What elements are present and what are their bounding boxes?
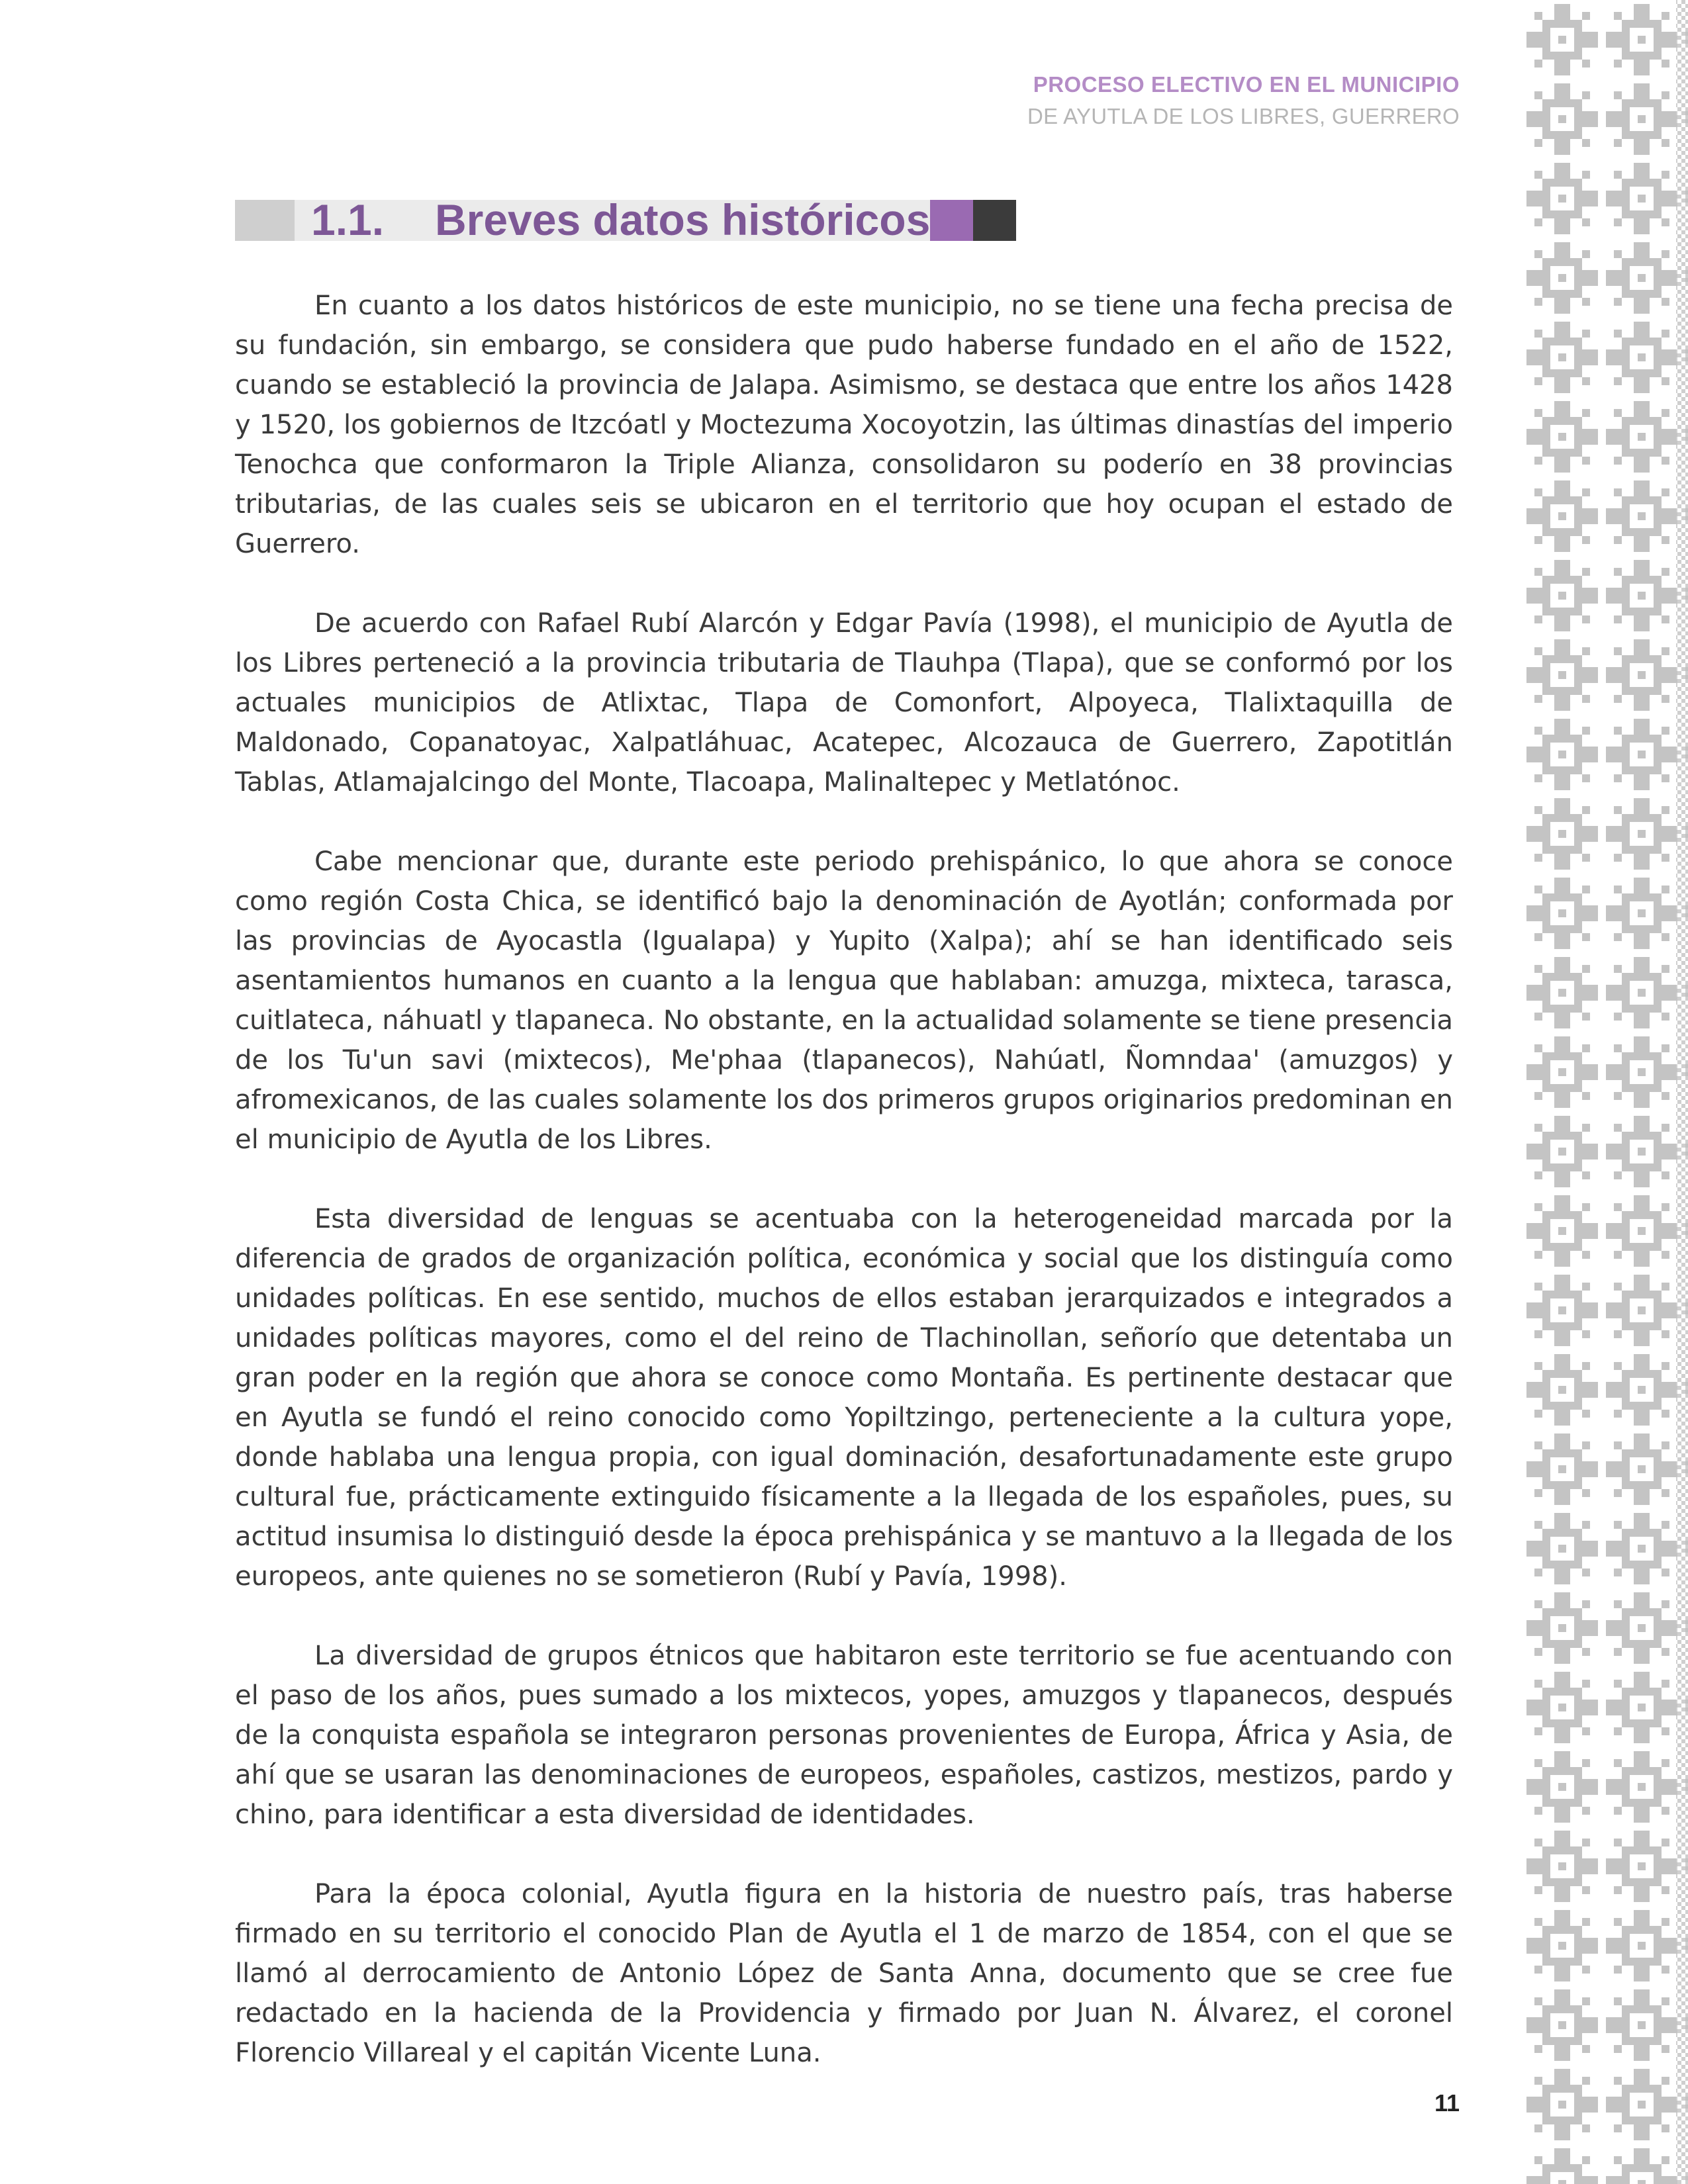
paragraph: La diversidad de grupos étnicos que habitaron este territorio se fue acentuando con el paso de los años, pues sumado a los mixtecos, yopes, amuzgos y tlapanecos, después de la conquista española se integraron personas provenientes de Europa, África y Asia, de ahí que se usaran las denominaciones de europeos, españoles, castizos, mestizos, pardo y chino, para identificar a esta diversidad de identidades.	[235, 1641, 1453, 1830]
heading-dark-block	[973, 200, 1016, 241]
body-text	[235, 286, 1453, 2113]
paragraph: Esta diversidad de lenguas se acentuaba con la heterogeneidad marcada por la diferencia de grados de organización política, económica y social que los distinguía como unidades políticas. En ese sentido, muchos de ellos estaban jerarquizados e integrados a unidades políticas mayores, como el del reino de Tlachinollan, señorío que detentaba un gran poder en la región que ahora se conoce como Montaña. Es pertinente destacar que en Ayutla se fundó el reino conocido como Yopiltzingo, perteneciente a la cultura yope, donde hablaba una lengua propia, con igual dominación, desafortunadamente este grupo cultural fue, prácticamente extinguido físicamente a la llegada de los españoles, pues, su actitud insumisa lo distinguió desde la época prehispánica y se mantuvo a la llegada de los europeos, ante quienes no se sometieron (Rubí y Pavía, 1998).	[235, 1204, 1453, 1592]
paragraph: Para la época colonial, Ayutla figura en la historia de nuestro país, tras haberse firmado en su territorio el conocido Plan de Ayutla el 1 de marzo de 1854, con el que se llamó al derrocamiento de Antonio López de Santa Anna, documento que se cree fue redactado en la hacienda de la Providencia y firmado por Juan N. Álvarez, el coronel Florencio Villareal y el capitán Vicente Luna.	[235, 1879, 1453, 2068]
header-title-line2: DE AYUTLA DE LOS LIBRES, GUERRERO	[1027, 104, 1460, 128]
paragraph: De acuerdo con Rafael Rubí Alarcón y Edgar Pavía (1998), el municipio de Ayutla de los Libres perteneció a la provincia tributaria de Tlauhpa (Tlapa), que se conformó por los actuales municipios de Atlixtac, Tlapa de Comonfort, Alpoyeca, Tlalixtaquilla de Maldonado, Copanatoyac, Xalpatláhuac, Acatepec, Alcozauca de Guerrero, Zapotitlán Tablas, Atlamajalcingo del Monte, Tlacoapa, Malinaltepec y Metlatónoc.	[235, 608, 1453, 797]
page-number: 11	[1434, 2089, 1460, 2116]
section-title: Breves datos históricos	[435, 195, 931, 244]
paragraph: Cabe mencionar que, durante este periodo prehispánico, lo que ahora se conoce como región Costa Chica, se identificó bajo la denominación de Ayotlán; conformada por las provincias de Ayocastla (Igualapa) y Yupito (Xalpa); ahí se han identificado seis asentamientos humanos en cuanto a la lengua que hablaban: amuzga, mixteca, tarasca, cuitlateca, náhuatl y tlapaneca. No obstante, en la actualidad solamente se tiene presencia de los Tu'un savi (mixtecos), Me'phaa (tlapanecos), Nahúatl, Ñomndaa' (amuzgos) y afromexicanos, de las cuales solamente los dos primeros grupos originarios predominan en el municipio de Ayutla de los Libres.	[235, 846, 1453, 1155]
running-header	[1027, 69, 1460, 132]
header-title-line1: PROCESO ELECTIVO EN EL MUNICIPIO	[1033, 72, 1460, 97]
section-number: 1.1.	[311, 195, 385, 244]
stepped-cross-pattern-border-icon	[1523, 0, 1688, 2184]
heading-purple-block	[930, 200, 973, 241]
paragraph: En cuanto a los datos históricos de este municipio, no se tiene una fecha precisa de su fundación, sin embargo, se considera que pudo haberse fundado en el año de 1522, cuando se estableció la provincia de Jalapa. Asimismo, se destaca que entre los años 1428 y 1520, los gobiernos de Itzcóatl y Moctezuma Xocoyotzin, las últimas dinastías del imperio Tenochca que conformaron la Triple Alianza, consolidaron su poderío en 38 provincias tributarias, de las cuales seis se ubicaron en el territorio que hoy ocupan el estado de Guerrero.	[235, 291, 1453, 559]
heading-grey-block	[235, 200, 295, 241]
